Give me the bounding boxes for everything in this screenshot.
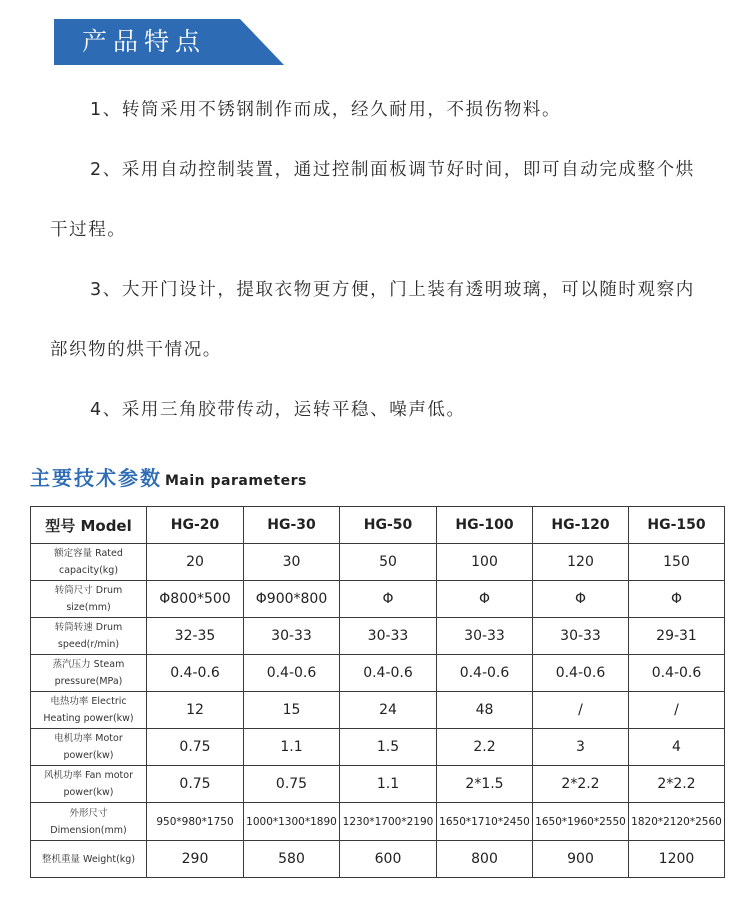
row-label — [31, 692, 147, 729]
table-cell: 30-33 — [437, 618, 533, 655]
table-cell: 580 — [244, 841, 340, 878]
table-cell: 1650*1710*2450 — [437, 803, 533, 841]
table-row — [31, 803, 725, 841]
banner-title: 产品特点 — [82, 27, 207, 56]
row-label-line: 整机重量 Weight(kg) — [41, 853, 136, 865]
table-cell: 0.4-0.6 — [244, 655, 340, 692]
table-cell: 3 — [533, 729, 629, 766]
table-cell: 2*2.2 — [533, 766, 629, 803]
table-cell: 20 — [147, 544, 244, 581]
feature-item: 2、采用自动控制装置，通过控制面板调节好时间，即可自动完成整个烘干过程。 — [50, 160, 695, 240]
table-cell: 1.1 — [340, 766, 437, 803]
row-label-line: 外形尺寸 — [69, 807, 108, 819]
table-cell: 600 — [340, 841, 437, 878]
table-cell: 0.75 — [147, 729, 244, 766]
table-cell: 2*1.5 — [437, 766, 533, 803]
model-header: 型号 Model — [31, 507, 147, 544]
model-name: HG-150 — [629, 507, 725, 544]
table-row — [31, 729, 725, 766]
row-label-line: power(kw) — [63, 750, 114, 761]
table-cell: / — [533, 692, 629, 729]
table-row — [31, 655, 725, 692]
table-cell: 0.4-0.6 — [629, 655, 725, 692]
row-label-line: 电机功率 Motor — [54, 733, 123, 744]
table-cell: 1820*2120*2560 — [629, 803, 725, 841]
table-row — [31, 692, 725, 729]
row-label-line: 转筒转速 Drum — [54, 622, 123, 633]
table-cell: Φ — [340, 581, 437, 618]
row-label-line: speed(r/min) — [57, 639, 120, 650]
row-label — [31, 803, 147, 841]
model-name: HG-120 — [533, 507, 629, 544]
table-cell: 1.1 — [244, 729, 340, 766]
table-cell: 1.5 — [340, 729, 437, 766]
table-row — [31, 618, 725, 655]
table-cell: 1200 — [629, 841, 725, 878]
row-label-line: Dimension(mm) — [50, 824, 127, 836]
table-cell: 30-33 — [340, 618, 437, 655]
row-label-line: 电热功率 Electric — [50, 696, 127, 707]
table-row — [31, 841, 725, 878]
row-label-line: capacity(kg) — [58, 565, 119, 576]
table-cell: 950*980*1750 — [147, 803, 244, 841]
table-cell: 1000*1300*1890 — [244, 803, 340, 841]
table-header-row — [31, 507, 725, 544]
table-cell: Φ — [437, 581, 533, 618]
section-title-en: Main parameters — [165, 473, 307, 489]
row-label-line: size(mm) — [66, 602, 111, 613]
table-cell: 4 — [629, 729, 725, 766]
table-cell: 1230*1700*2190 — [340, 803, 437, 841]
model-name: HG-30 — [244, 507, 340, 544]
table-cell: 120 — [533, 544, 629, 581]
table-cell: 50 — [340, 544, 437, 581]
table-cell: 0.4-0.6 — [437, 655, 533, 692]
table-cell: 0.75 — [147, 766, 244, 803]
row-label — [31, 766, 147, 803]
row-label — [31, 729, 147, 766]
section-title-zh: 主要技术参数 — [30, 466, 162, 490]
row-label — [31, 544, 147, 581]
table-cell: 32-35 — [147, 618, 244, 655]
table-row — [31, 544, 725, 581]
table-cell: Φ — [533, 581, 629, 618]
table-cell: Φ800*500 — [147, 581, 244, 618]
row-label-line: power(kw) — [63, 787, 114, 798]
table-cell: 30-33 — [244, 618, 340, 655]
table-cell: / — [629, 692, 725, 729]
table-cell: 24 — [340, 692, 437, 729]
section-banner — [54, 19, 284, 65]
table-cell: 1650*1960*2550 — [533, 803, 629, 841]
parameters-table — [30, 506, 725, 878]
feature-item: 4、采用三角胶带传动，运转平稳、噪声低。 — [90, 400, 466, 420]
table-cell: 150 — [629, 544, 725, 581]
table-cell: 0.75 — [244, 766, 340, 803]
row-label — [31, 841, 147, 878]
section-title — [30, 462, 307, 491]
table-cell: 100 — [437, 544, 533, 581]
table-cell: 30 — [244, 544, 340, 581]
table-cell: 48 — [437, 692, 533, 729]
feature-list — [50, 80, 700, 440]
table-cell: 15 — [244, 692, 340, 729]
table-cell: 800 — [437, 841, 533, 878]
table-cell: Φ — [629, 581, 725, 618]
table-cell: 0.4-0.6 — [533, 655, 629, 692]
model-name: HG-50 — [340, 507, 437, 544]
table-cell: 2*2.2 — [629, 766, 725, 803]
row-label-line: 风机功率 Fan motor — [44, 770, 133, 781]
table-row — [31, 581, 725, 618]
row-label-line: pressure(MPa) — [54, 676, 123, 687]
feature-item: 1、转筒采用不锈钢制作而成，经久耐用，不损伤物料。 — [90, 100, 562, 120]
feature-item: 3、大开门设计，提取衣物更方便，门上装有透明玻璃，可以随时观察内部织物的烘干情况。 — [50, 280, 695, 360]
model-name: HG-20 — [147, 507, 244, 544]
table-cell: 0.4-0.6 — [147, 655, 244, 692]
table-cell: 12 — [147, 692, 244, 729]
table-cell: 30-33 — [533, 618, 629, 655]
table-cell: Φ900*800 — [244, 581, 340, 618]
table-cell: 290 — [147, 841, 244, 878]
row-label-line: 额定容量 Rated — [54, 548, 123, 559]
row-label-line: 转筒尺寸 Drum — [54, 585, 123, 596]
table-cell: 29-31 — [629, 618, 725, 655]
table-row — [31, 766, 725, 803]
row-label — [31, 581, 147, 618]
table-cell: 0.4-0.6 — [340, 655, 437, 692]
table-cell: 900 — [533, 841, 629, 878]
row-label — [31, 618, 147, 655]
row-label — [31, 655, 147, 692]
model-name: HG-100 — [437, 507, 533, 544]
row-label-line: 蒸汽压力 Steam — [52, 659, 125, 670]
table-cell: 2.2 — [437, 729, 533, 766]
row-label-line: Heating power(kw) — [43, 713, 134, 724]
